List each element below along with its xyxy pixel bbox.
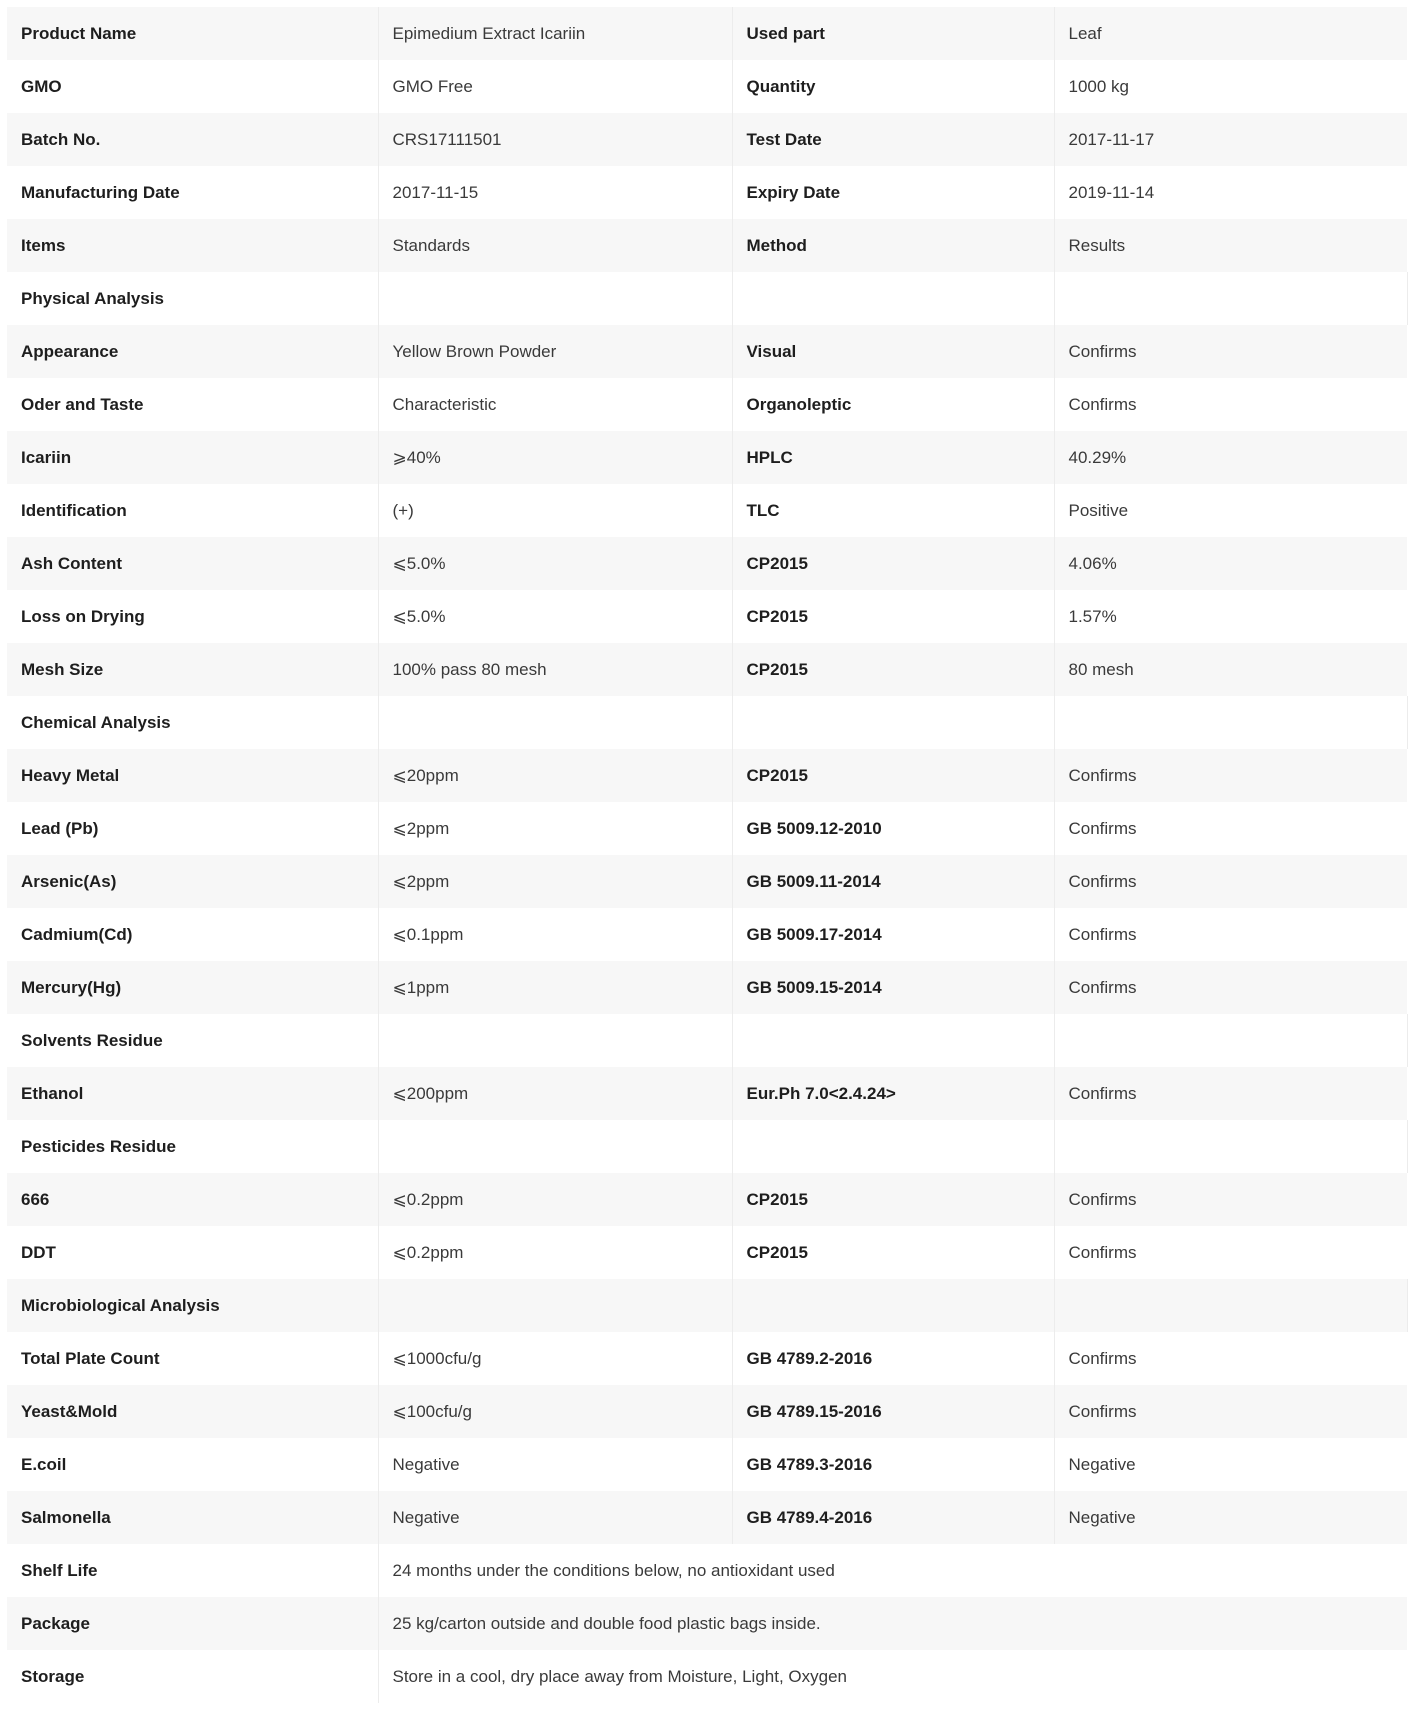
result-cell: Confirms	[1068, 924, 1137, 944]
method-cell: GB 5009.15-2014	[732, 961, 1054, 1014]
description-cell: 24 months under the conditions below, no antioxidant used	[392, 1560, 835, 1580]
standard-cell	[378, 1279, 732, 1332]
item-cell: Manufacturing Date	[7, 166, 378, 219]
result-cell: Confirms	[1068, 1401, 1137, 1421]
standard-cell	[378, 1014, 732, 1067]
method-cell: CP2015	[732, 590, 1054, 643]
table-row	[7, 908, 1407, 961]
table-row	[7, 1226, 1407, 1279]
item-cell: Mercury(Hg)	[7, 961, 378, 1014]
result-cell: 40.29%	[1068, 447, 1127, 467]
item-cell: Package	[7, 1597, 378, 1650]
result-cell: 1.57%	[1068, 606, 1117, 626]
method-cell: Visual	[732, 325, 1054, 378]
standard-cell: Negative	[378, 1491, 732, 1544]
method-cell: GB 5009.12-2010	[732, 802, 1054, 855]
standard-cell: ⩽1ppm	[378, 961, 732, 1014]
item-cell: Arsenic(As)	[7, 855, 378, 908]
method-cell: GB 5009.11-2014	[732, 855, 1054, 908]
section-title: Chemical Analysis	[7, 696, 378, 749]
result-cell: Leaf	[1068, 23, 1102, 43]
method-cell: Method	[732, 219, 1054, 272]
standard-cell	[378, 272, 732, 325]
table-row	[7, 1332, 1407, 1385]
item-cell: Appearance	[7, 325, 378, 378]
result-cell	[1054, 696, 1407, 749]
item-cell: Items	[7, 219, 378, 272]
standard-cell: Characteristic	[378, 378, 732, 431]
method-cell: Test Date	[732, 113, 1054, 166]
standard-cell: 100% pass 80 mesh	[378, 643, 732, 696]
item-cell: Identification	[7, 484, 378, 537]
item-cell: Cadmium(Cd)	[7, 908, 378, 961]
result-cell: Confirms	[1068, 765, 1137, 785]
section-header-row	[7, 1014, 1407, 1067]
result-cell: Confirms	[1068, 818, 1137, 838]
result-cell: 4.06%	[1068, 553, 1117, 573]
result-cell: 2019-11-14	[1068, 182, 1155, 202]
item-cell: 666	[7, 1173, 378, 1226]
package-row	[7, 1597, 1407, 1650]
standard-cell: Standards	[378, 219, 732, 272]
item-cell: GMO	[7, 60, 378, 113]
method-cell: CP2015	[732, 537, 1054, 590]
method-cell: HPLC	[732, 431, 1054, 484]
method-cell: GB 4789.3-2016	[732, 1438, 1054, 1491]
item-cell: Loss on Drying	[7, 590, 378, 643]
result-cell: Confirms	[1068, 977, 1137, 997]
table-row	[7, 643, 1407, 696]
result-cell: Confirms	[1068, 1189, 1137, 1209]
result-cell: 80 mesh	[1068, 659, 1134, 679]
item-cell: Product Name	[7, 7, 378, 60]
section-header-row	[7, 696, 1407, 749]
result-cell: Confirms	[1068, 1083, 1137, 1103]
section-title: Pesticides Residue	[7, 1120, 378, 1173]
item-cell: Shelf Life	[7, 1544, 378, 1597]
item-cell: Heavy Metal	[7, 749, 378, 802]
result-cell: 2017-11-17	[1068, 129, 1155, 149]
shelf-life-row	[7, 1544, 1407, 1597]
result-cell: Negative	[1068, 1507, 1136, 1527]
standard-cell: (+)	[378, 484, 732, 537]
item-cell: Mesh Size	[7, 643, 378, 696]
result-cell: 1000 kg	[1068, 76, 1129, 96]
standard-cell: ⩽200ppm	[378, 1067, 732, 1120]
result-cell: Confirms	[1068, 1348, 1137, 1368]
item-cell: Oder and Taste	[7, 378, 378, 431]
table-row	[7, 7, 1407, 60]
method-cell	[732, 1014, 1054, 1067]
table-row	[7, 1173, 1407, 1226]
method-cell: TLC	[732, 484, 1054, 537]
method-cell: Quantity	[732, 60, 1054, 113]
table-row	[7, 484, 1407, 537]
standard-cell	[378, 696, 732, 749]
item-cell: Salmonella	[7, 1491, 378, 1544]
item-cell: Batch No.	[7, 113, 378, 166]
item-cell: Yeast&Mold	[7, 1385, 378, 1438]
method-cell: CP2015	[732, 643, 1054, 696]
table-row	[7, 113, 1407, 166]
description-cell: Store in a cool, dry place away from Moisture, Light, Oxygen	[392, 1666, 847, 1686]
table-row	[7, 1491, 1407, 1544]
section-header-row	[7, 1120, 1407, 1173]
certificate-of-analysis-table	[7, 7, 1408, 1703]
table-row	[7, 749, 1407, 802]
table-body	[7, 7, 1407, 1703]
method-cell: GB 4789.2-2016	[732, 1332, 1054, 1385]
item-cell: Lead (Pb)	[7, 802, 378, 855]
section-header-row	[7, 272, 1407, 325]
result-cell: Results	[1068, 235, 1126, 255]
description-cell: 25 kg/carton outside and double food plastic bags inside.	[392, 1613, 821, 1633]
table-row	[7, 431, 1407, 484]
table-row	[7, 60, 1407, 113]
method-cell	[732, 272, 1054, 325]
result-cell: Confirms	[1068, 394, 1137, 414]
method-cell: Eur.Ph 7.0<2.4.24>	[732, 1067, 1054, 1120]
standard-cell: ⩾40%	[378, 431, 732, 484]
method-cell: CP2015	[732, 749, 1054, 802]
method-cell: Organoleptic	[732, 378, 1054, 431]
standard-cell: ⩽20ppm	[378, 749, 732, 802]
method-cell	[732, 696, 1054, 749]
standard-cell: ⩽2ppm	[378, 802, 732, 855]
item-cell: E.coil	[7, 1438, 378, 1491]
table-row	[7, 802, 1407, 855]
method-cell	[732, 1120, 1054, 1173]
table-row	[7, 1385, 1407, 1438]
item-cell: Ash Content	[7, 537, 378, 590]
method-cell: GB 4789.15-2016	[732, 1385, 1054, 1438]
standard-cell: GMO Free	[378, 60, 732, 113]
result-cell: Negative	[1068, 1454, 1136, 1474]
table-row	[7, 378, 1407, 431]
standard-cell: CRS17111501	[378, 113, 732, 166]
table-row	[7, 1438, 1407, 1491]
result-cell	[1054, 272, 1407, 325]
section-header-row	[7, 1279, 1407, 1332]
section-title: Solvents Residue	[7, 1014, 378, 1067]
standard-cell: Epimedium Extract Icariin	[378, 7, 732, 60]
standard-cell: ⩽5.0%	[378, 537, 732, 590]
item-cell: Icariin	[7, 431, 378, 484]
table-row	[7, 855, 1407, 908]
item-cell: DDT	[7, 1226, 378, 1279]
item-cell: Total Plate Count	[7, 1332, 378, 1385]
table-row	[7, 590, 1407, 643]
method-cell: Expiry Date	[732, 166, 1054, 219]
item-cell: Ethanol	[7, 1067, 378, 1120]
method-cell: CP2015	[732, 1173, 1054, 1226]
standard-cell: ⩽0.1ppm	[378, 908, 732, 961]
section-title: Microbiological Analysis	[7, 1279, 378, 1332]
result-cell	[1054, 1279, 1407, 1332]
table-row	[7, 166, 1407, 219]
method-cell: GB 5009.17-2014	[732, 908, 1054, 961]
coa-table-container	[7, 7, 1407, 1703]
standard-cell: ⩽5.0%	[378, 590, 732, 643]
table-row	[7, 961, 1407, 1014]
table-row	[7, 325, 1407, 378]
storage-row	[7, 1650, 1407, 1703]
standard-cell: ⩽100cfu/g	[378, 1385, 732, 1438]
table-row	[7, 1067, 1407, 1120]
result-cell: Confirms	[1068, 871, 1137, 891]
table-row	[7, 537, 1407, 590]
table-row	[7, 219, 1407, 272]
result-cell	[1054, 1014, 1407, 1067]
standard-cell: Yellow Brown Powder	[378, 325, 732, 378]
result-cell: Positive	[1068, 500, 1129, 520]
method-cell: CP2015	[732, 1226, 1054, 1279]
standard-cell: ⩽0.2ppm	[378, 1226, 732, 1279]
result-cell: Confirms	[1068, 1242, 1137, 1262]
standard-cell: Negative	[378, 1438, 732, 1491]
method-cell: Used part	[732, 7, 1054, 60]
standard-cell: ⩽1000cfu/g	[378, 1332, 732, 1385]
method-cell: GB 4789.4-2016	[732, 1491, 1054, 1544]
result-cell	[1054, 1120, 1407, 1173]
result-cell: Confirms	[1068, 341, 1137, 361]
standard-cell: ⩽2ppm	[378, 855, 732, 908]
standard-cell	[378, 1120, 732, 1173]
method-cell	[732, 1279, 1054, 1332]
item-cell: Storage	[7, 1650, 378, 1703]
standard-cell: ⩽0.2ppm	[378, 1173, 732, 1226]
standard-cell: 2017-11-15	[378, 166, 732, 219]
section-title: Physical Analysis	[7, 272, 378, 325]
